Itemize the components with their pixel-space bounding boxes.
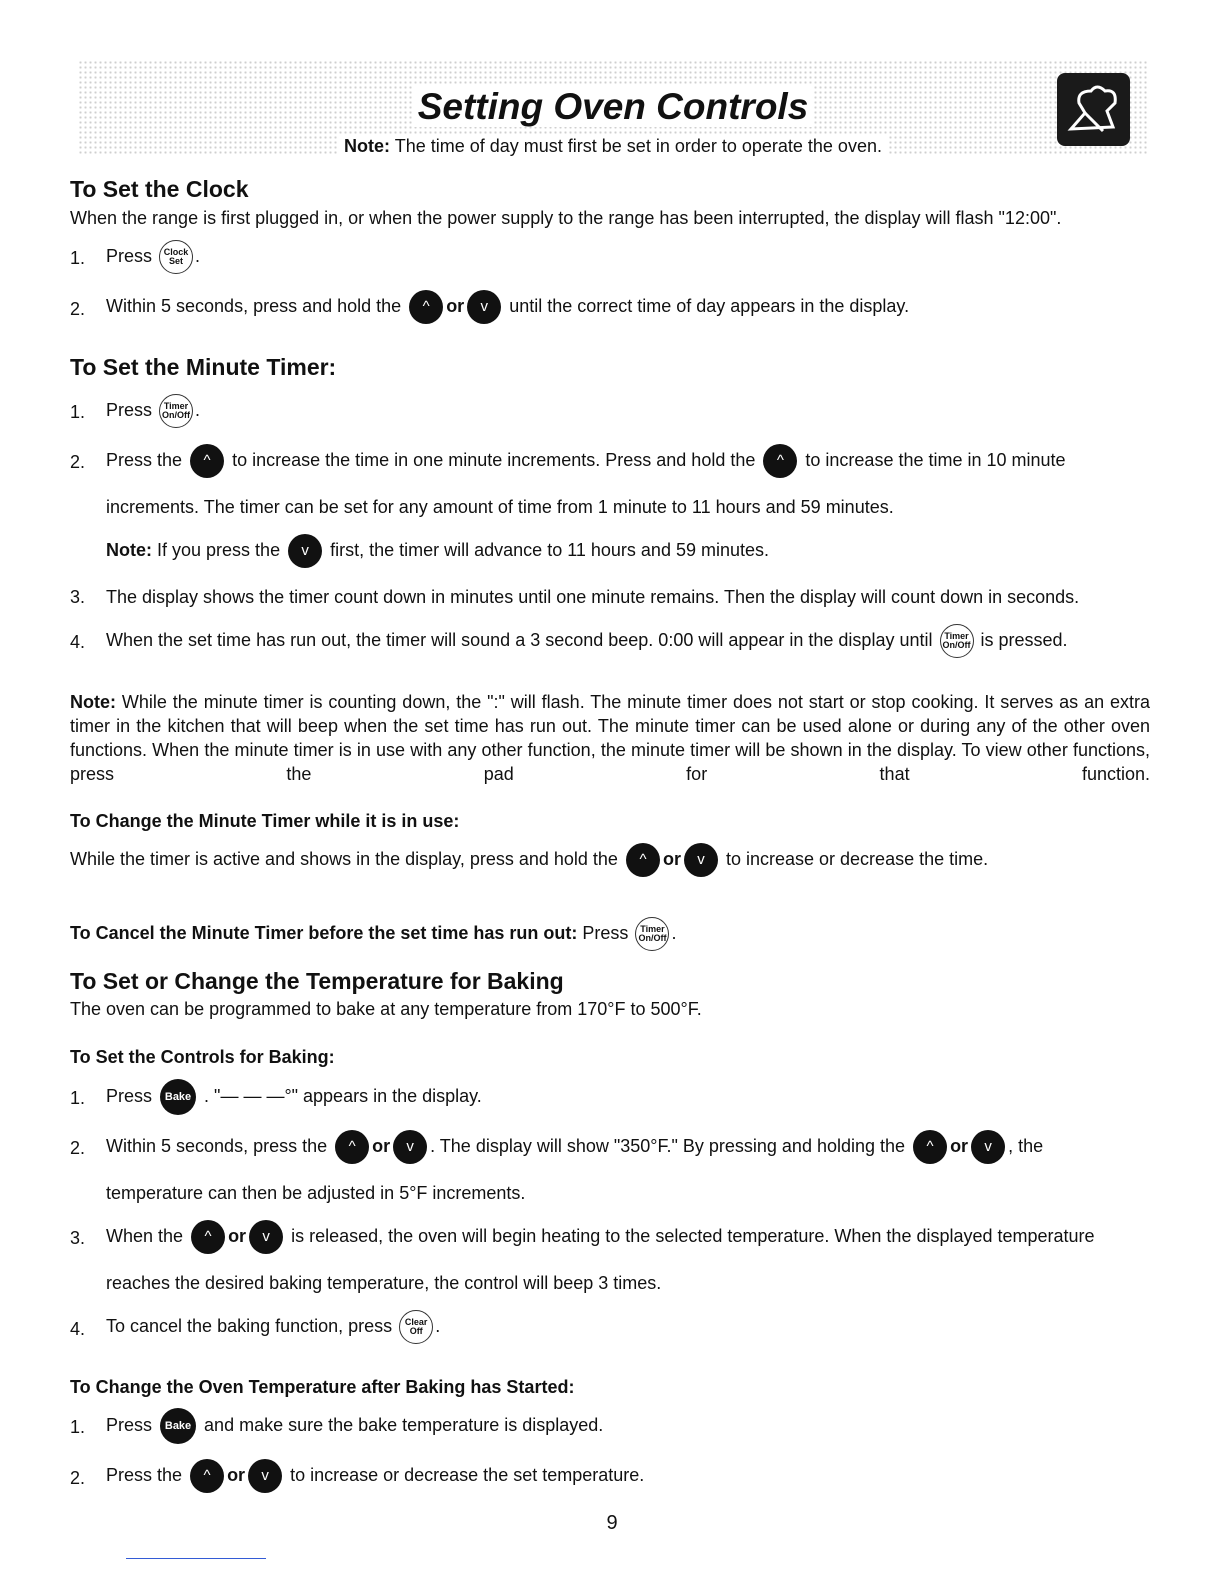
step-number: 1. [70, 1088, 86, 1108]
clear-off-icon: Clear Off [399, 1310, 433, 1344]
change-timer-heading: To Change the Minute Timer while it is in use: [70, 811, 460, 831]
up-arrow-icon: ^ [763, 444, 797, 478]
baking-step-3: When the ^ or v is released, the oven will begin heating to the selected temperature. When the displayed temperature [106, 1220, 1095, 1254]
change-temp-heading: To Change the Oven Temperature after Baking has Started: [70, 1377, 575, 1397]
clock-step-2: Within 5 seconds, press and hold the ^ or v until the correct time of day appears in the display. [106, 290, 909, 324]
page-title: Setting Oven Controls [78, 86, 1148, 128]
up-arrow-icon: ^ [626, 843, 660, 877]
clock-set-icon: Clock Set [159, 240, 193, 274]
up-arrow-icon: ^ [335, 1130, 369, 1164]
step-number: 1. [70, 1417, 86, 1437]
step-number: 2. [70, 1138, 86, 1158]
header-note: Note: The time of day must first be set in order to operate the oven. [78, 136, 1148, 157]
step-number: 3. [70, 587, 86, 607]
down-arrow-icon: v [467, 290, 501, 324]
down-arrow-icon: v [971, 1130, 1005, 1164]
timer-step-2: Press the ^ to increase the time in one minute increments. Press and hold the ^ to increase the time in 10 minute [106, 444, 1066, 478]
timer-step-4: When the set time has run out, the timer will sound a 3 second beep. 0:00 will appear in the display until Timer On/Off is pressed. [106, 624, 1068, 658]
step-number: 4. [70, 632, 86, 652]
down-arrow-icon: v [684, 843, 718, 877]
cancel-timer-line: To Cancel the Minute Timer before the set time has run out: Press Timer On/Off . [70, 917, 676, 951]
baking-step-4: To cancel the baking function, press Clear Off . [106, 1310, 440, 1344]
timer-on-off-icon: Timer On/Off [159, 394, 193, 428]
up-arrow-icon: ^ [409, 290, 443, 324]
timer-on-off-icon: Timer On/Off [940, 624, 974, 658]
bake-icon: Bake [160, 1079, 196, 1115]
timer-note: Note: If you press the v first, the timer will advance to 11 hours and 59 minutes. [106, 534, 769, 568]
up-arrow-icon: ^ [913, 1130, 947, 1164]
down-arrow-icon: v [248, 1459, 282, 1493]
up-arrow-icon: ^ [190, 444, 224, 478]
change-temp-step-2: Press the ^ or v to increase or decrease the set temperature. [106, 1459, 644, 1493]
change-timer-text: While the timer is active and shows in the display, press and hold the ^ or v to increase or decrease the time. [70, 843, 988, 877]
timer-on-off-icon: Timer On/Off [635, 917, 669, 951]
timer-step-1: Press Timer On/Off . [106, 394, 200, 428]
page-header [78, 60, 1148, 156]
step-number: 2. [70, 1468, 86, 1488]
step-number: 3. [70, 1228, 86, 1248]
clock-intro: When the range is first plugged in, or when the power supply to the range has been interrupted, the display will flash "12:00". [70, 208, 1062, 228]
clock-heading: To Set the Clock [70, 176, 249, 202]
up-arrow-icon: ^ [191, 1220, 225, 1254]
timer-step-3: The display shows the timer count down in minutes until one minute remains. Then the display will count down in seconds. [106, 587, 1080, 607]
step-number: 1. [70, 402, 86, 422]
down-arrow-icon: v [393, 1130, 427, 1164]
up-arrow-icon: ^ [190, 1459, 224, 1493]
timer-heading: To Set the Minute Timer: [70, 354, 337, 380]
chef-hat-icon [1057, 73, 1130, 146]
down-arrow-icon: v [288, 534, 322, 568]
down-arrow-icon: v [249, 1220, 283, 1254]
baking-controls-heading: To Set the Controls for Baking: [70, 1047, 335, 1067]
page-number: 9 [606, 1512, 618, 1534]
baking-step-3-line2: reaches the desired baking temperature, the control will beep 3 times. [106, 1273, 662, 1293]
bake-icon: Bake [160, 1408, 196, 1444]
change-temp-step-1: Press Bake and make sure the bake temperature is displayed. [106, 1408, 603, 1444]
timer-step-2-line2: increments. The timer can be set for any amount of time from 1 minute to 11 hours and 59 minutes. [106, 497, 894, 517]
footer-divider [126, 1558, 266, 1559]
baking-step-1: Press Bake . "— — —°" appears in the display. [106, 1079, 482, 1115]
step-number: 2. [70, 452, 86, 472]
baking-heading: To Set or Change the Temperature for Baking [70, 968, 564, 994]
step-number: 4. [70, 1319, 86, 1339]
baking-intro: The oven can be programmed to bake at any temperature from 170°F to 500°F. [70, 999, 702, 1019]
baking-step-2-line2: temperature can then be adjusted in 5°F increments. [106, 1183, 526, 1203]
baking-step-2: Within 5 seconds, press the ^ or v . The display will show "350°F." By pressing and holding the ^ or v , the [106, 1130, 1043, 1164]
timer-note-paragraph: Note: While the minute timer is counting down, the ":" will flash. The minute timer does not start or stop cooking. It serves as an extra timer in the kitchen that will beep when the set time has run out. The minute timer can be used alone or during any of the other oven functions. When the minute timer is in use with any other function, the minute timer will be shown in the display. To view other functions, press the pad for that function. [70, 692, 1150, 784]
step-number: 2. [70, 299, 86, 319]
step-number: 1. [70, 248, 86, 268]
clock-step-1: Press Clock Set . [106, 240, 200, 274]
